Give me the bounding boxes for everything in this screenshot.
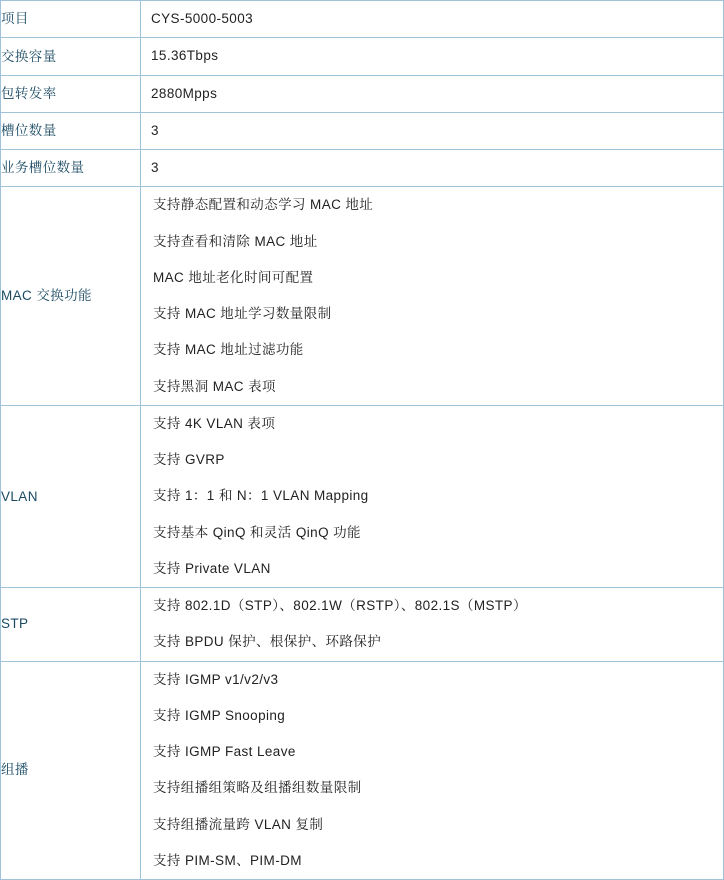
list-item: 支持基本 QinQ 和灵活 QinQ 功能 <box>153 524 361 540</box>
row-value <box>141 661 724 880</box>
table-row <box>1 75 724 112</box>
list-item: 支持查看和清除 MAC 地址 <box>153 233 318 249</box>
table-row <box>1 38 724 75</box>
list-item: 支持 IGMP Snooping <box>153 707 286 723</box>
table-row <box>1 187 724 406</box>
row-value: 3 <box>141 150 724 187</box>
list-item: 支持组播流量跨 VLAN 复制 <box>153 816 324 832</box>
list-item: MAC 地址老化时间可配置 <box>153 269 314 285</box>
row-value-list <box>141 187 723 405</box>
list-item: 支持黑洞 MAC 表项 <box>153 378 276 394</box>
row-value: CYS-5000-5003 <box>141 1 724 38</box>
list-item: 支持 GVRP <box>153 452 225 467</box>
row-value: 2880Mpps <box>141 75 724 112</box>
row-value <box>141 187 724 406</box>
table-row <box>1 1 724 38</box>
table-row <box>1 588 724 662</box>
row-label: MAC 交换功能 <box>1 187 141 406</box>
row-label: VLAN <box>1 405 141 587</box>
list-item: 支持 IGMP Fast Leave <box>153 744 296 759</box>
row-value-list <box>141 588 723 661</box>
row-label: 业务槽位数量 <box>1 150 141 187</box>
table-row <box>1 405 724 587</box>
list-item: 支持 BPDU 保护、根保护、环路保护 <box>153 634 382 650</box>
row-value-list <box>141 662 723 880</box>
row-value: 15.36Tbps <box>141 38 724 75</box>
row-value: 3 <box>141 112 724 149</box>
list-item: 支持 802.1D（STP）、802.1W（RSTP）、802.1S（MSTP） <box>153 598 527 613</box>
row-label: 槽位数量 <box>1 112 141 149</box>
row-value-list <box>141 406 723 587</box>
row-value <box>141 588 724 662</box>
row-label: 交换容量 <box>1 38 141 75</box>
row-label: STP <box>1 588 141 662</box>
row-label: 组播 <box>1 661 141 880</box>
list-item: 支持 4K VLAN 表项 <box>153 415 276 431</box>
table-row <box>1 112 724 149</box>
list-item: 支持 MAC 地址学习数量限制 <box>153 306 332 321</box>
list-item: 支持 MAC 地址过滤功能 <box>153 342 304 358</box>
list-item: 支持静态配置和动态学习 MAC 地址 <box>153 197 374 213</box>
row-label: 包转发率 <box>1 75 141 112</box>
table-row <box>1 661 724 880</box>
table-row <box>1 150 724 187</box>
list-item: 支持组播组策略及组播组数量限制 <box>153 780 362 796</box>
row-label: 项目 <box>1 1 141 38</box>
row-value <box>141 405 724 587</box>
list-item: 支持 PIM-SM、PIM-DM <box>153 852 302 868</box>
specification-table-body <box>1 1 724 880</box>
list-item: 支持 Private VLAN <box>153 560 271 576</box>
list-item: 支持 IGMP v1/v2/v3 <box>153 671 279 687</box>
list-item: 支持 1：1 和 N：1 VLAN Mapping <box>153 488 369 504</box>
